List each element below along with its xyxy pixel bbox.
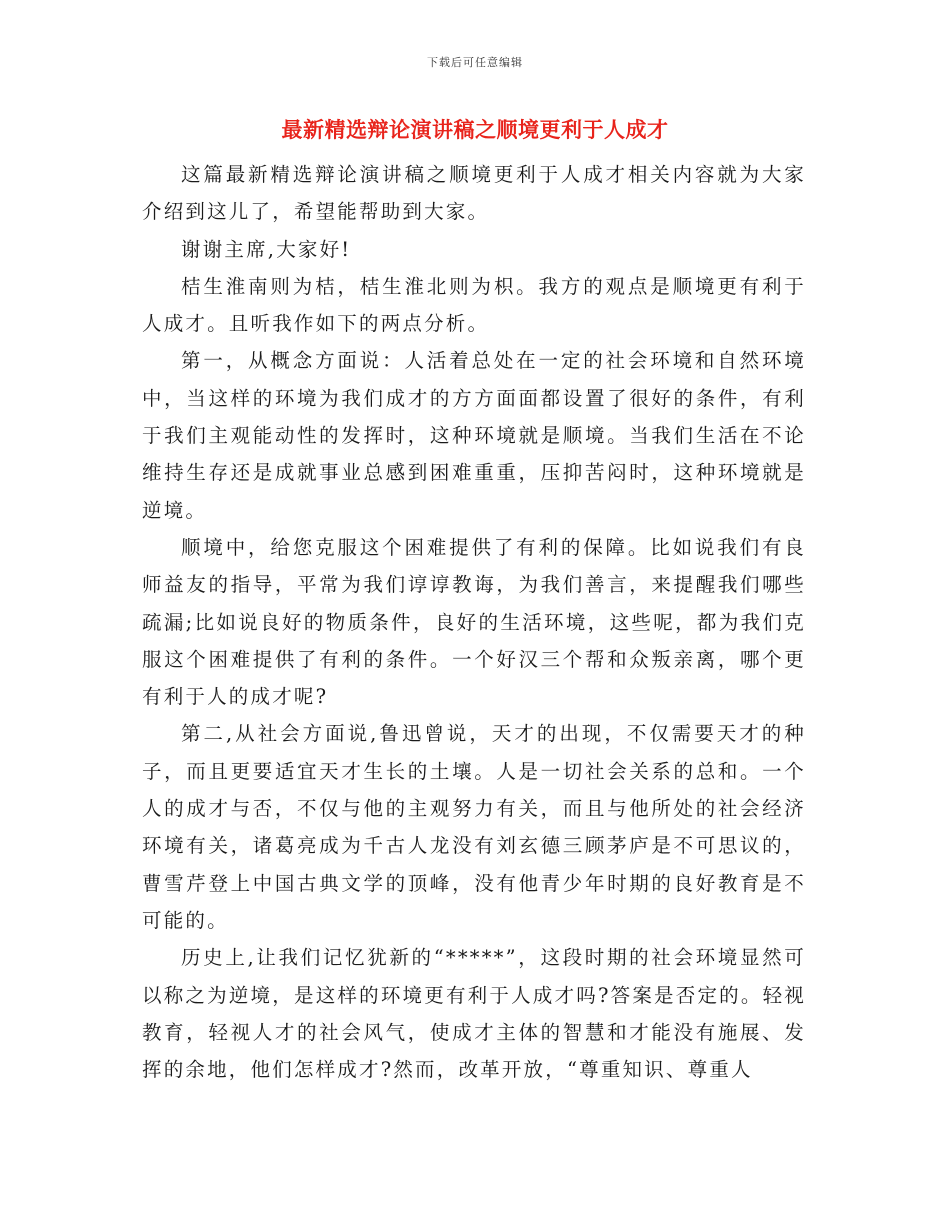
paragraph-greeting: 谢谢主席,大家好! (181, 237, 352, 261)
document-body (142, 156, 806, 1088)
paragraph-history: 历史上,让我们记忆犹新的“*****”，这段时期的社会环境显然可以称之为逆境，是这样的环境更有利于人成才吗?答案是否定的。轻视教育，轻视人才的社会风气，使成才主体的智慧和才能没有施展、发挥的余地，他们怎样成才?然而，改革开放，“尊重知识、尊重人 (142, 946, 806, 1082)
paragraph-point-two: 第二,从社会方面说,鲁迅曾说，天才的出现，不仅需要天才的种子，而且更要适宜天才生长的土壤。人是一切社会关系的总和。一个人的成才与否，不仅与他的主观努力有关，而且与他所处的社会经济环境有关，诸葛亮成为千古人龙没有刘玄德三顾茅庐是不可思议的，曹雪芹登上中国古典文学的顶峰，没有他青少年时期的良好教育是不可能的。 (142, 722, 806, 932)
paragraph-favorable-conditions: 顺境中，给您克服这个困难提供了有利的保障。比如说我们有良师益友的指导，平常为我们谆谆教诲，为我们善言，来提醒我们哪些疏漏;比如说良好的物质条件，良好的生活环境，这些呢，都为我们克服这个困难提供了有利的条件。一个好汉三个帮和众叛亲离，哪个更有利于人的成才呢? (142, 535, 806, 709)
document-title: 最新精选辩论演讲稿之顺境更利于人成才 (281, 118, 669, 142)
paragraph-point-one: 第一，从概念方面说：人活着总处在一定的社会环境和自然环境中，当这样的环境为我们成才的方方面面都设置了很好的条件，有利于我们主观能动性的发挥时，这种环境就是顺境。当我们生活在不论维持生存还是成就事业总感到困难重重，压抑苦闷时，这种环境就是逆境。 (142, 349, 806, 522)
header-note: 下载后可任意编辑 (427, 56, 523, 69)
paragraph-thesis: 桔生淮南则为桔，桔生淮北则为枳。我方的观点是顺境更有利于人成才。且听我作如下的两点分析。 (142, 274, 806, 336)
paragraph-intro: 这篇最新精选辩论演讲稿之顺境更利于人成才相关内容就为大家介绍到这儿了，希望能帮助到大家。 (142, 163, 806, 224)
